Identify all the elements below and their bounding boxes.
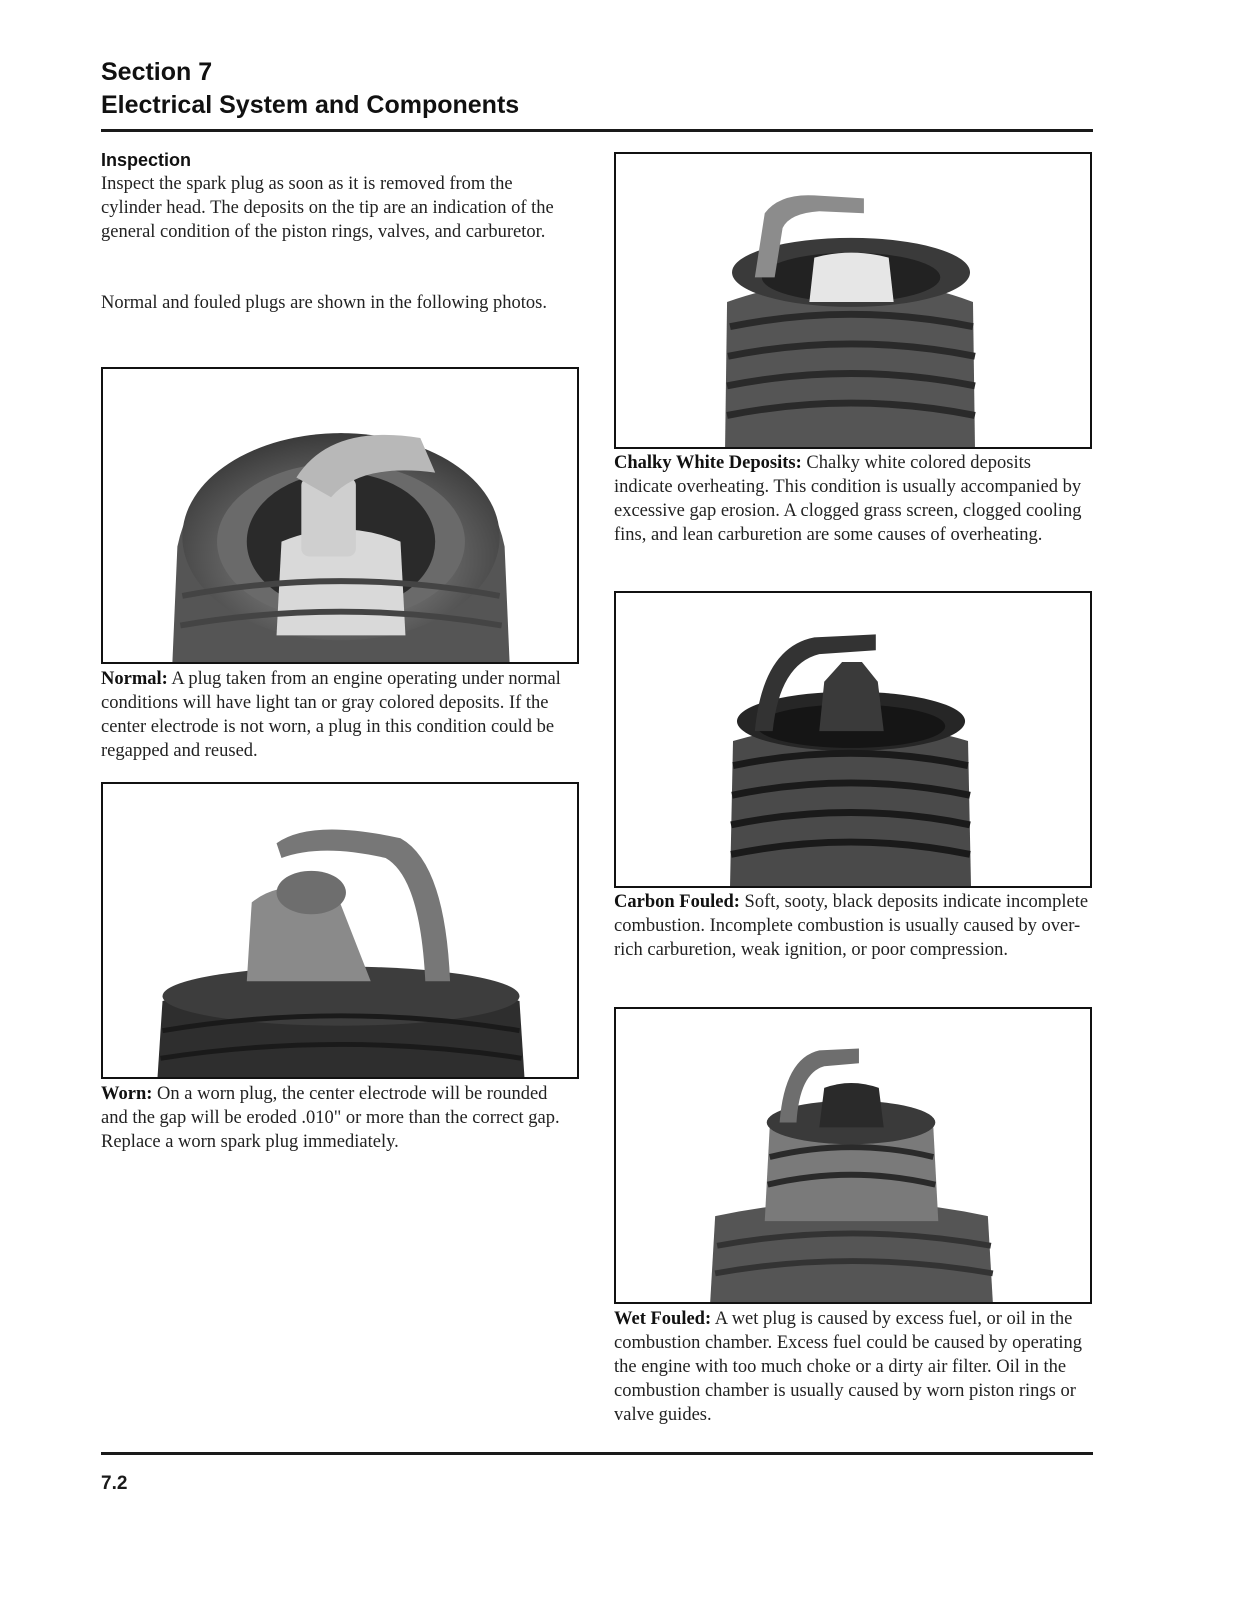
photo-normal-plug — [101, 367, 579, 664]
caption-carbon — [614, 890, 1094, 962]
header-rule — [101, 129, 1093, 132]
photo-wet-plug — [614, 1007, 1092, 1304]
caption-chalky-label: Chalky White Deposits: — [614, 453, 802, 473]
caption-wet-text: A wet plug is caused by excess fuel, or oil in the combustion chamber. Excess fuel could be caused by operating the engine with too much choke or a dirty air filter. Oil in the combustion chamber is usually caused by worn piston rings or valve guides. — [614, 1309, 1083, 1425]
caption-chalky — [614, 451, 1094, 547]
inspection-paragraph-2: Normal and fouled plugs are shown in the following photos. — [101, 293, 547, 313]
section-number: Section 7 — [101, 58, 213, 86]
caption-normal-text: A plug taken from an engine operating under normal conditions will have light tan or gray colored deposits. If the center electrode is not worn, a plug in this condition could be regapped and reused. — [101, 669, 561, 761]
caption-worn-label: Worn: — [101, 1084, 153, 1104]
footer-rule — [101, 1452, 1093, 1455]
caption-carbon-label: Carbon Fouled: — [614, 892, 740, 912]
caption-worn-text: On a worn plug, the center electrode will be rounded and the gap will be eroded .010" or more than the correct gap. Replace a worn spark plug immediately. — [101, 1084, 560, 1152]
caption-chalky-text: Chalky white colored deposits indicate overheating. This condition is usually accompanied by excessive gap erosion. A clogged grass screen, clogged cooling fins, and lean carburetion are some causes of overheating. — [614, 453, 1082, 545]
photo-chalky-plug — [614, 152, 1092, 449]
caption-normal — [101, 667, 581, 763]
inspection-paragraph-1: Inspect the spark plug as soon as it is removed from the cylinder head. The deposits on the tip are an indication of the general condition of the piston rings, valves, and carburetor. — [101, 174, 554, 242]
caption-carbon-text: Soft, sooty, black deposits indicate incomplete combustion. Incomplete combustion is usually caused by over-rich carburetion, weak ignition, or poor compression. — [614, 892, 1089, 960]
section-header — [101, 56, 1101, 122]
photo-worn-plug — [101, 782, 579, 1079]
caption-wet — [614, 1307, 1094, 1427]
section-title: Electrical System and Components — [101, 91, 520, 119]
inspection-heading: Inspection — [101, 150, 192, 170]
caption-wet-label: Wet Fouled: — [614, 1309, 712, 1329]
photo-carbon-plug — [614, 591, 1092, 888]
page-number: 7.2 — [101, 1473, 128, 1494]
caption-normal-label: Normal: — [101, 669, 168, 689]
caption-worn — [101, 1082, 571, 1154]
